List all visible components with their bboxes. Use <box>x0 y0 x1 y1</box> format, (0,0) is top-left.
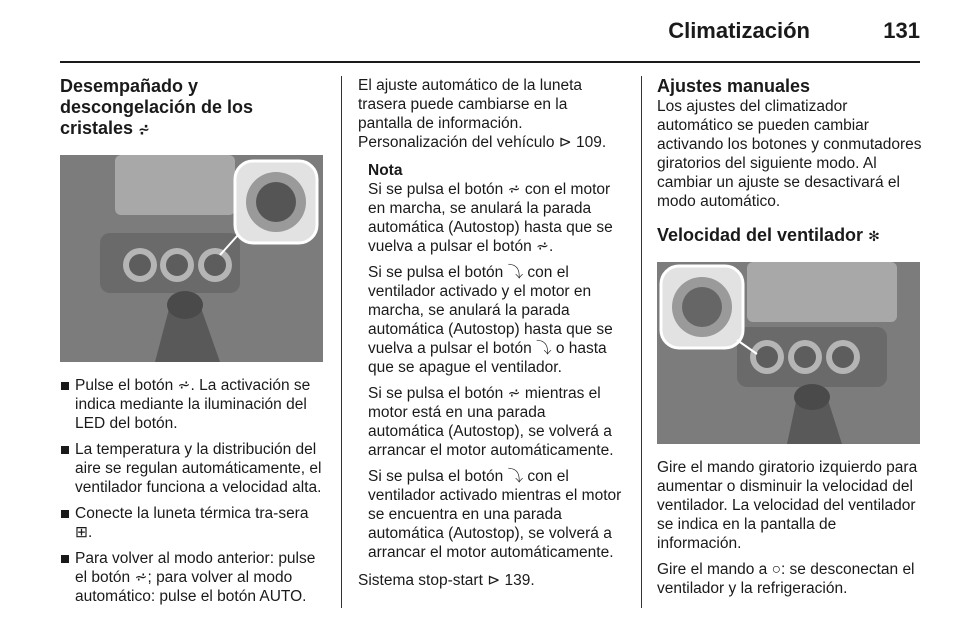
list-item: Conecte la luneta térmica tra-sera ⊞. <box>60 504 326 542</box>
column-divider-1 <box>341 76 342 608</box>
paragraph: El ajuste automático de la luneta trasera puede cambiarse en la pantalla de información. Personalización del vehículo ⊳ 109. <box>358 77 607 151</box>
note-paragraph: Si se pulsa el botón ⤵ con el ventilador activado y el motor en marcha, se anulará la parada automática (Autostop) hasta que se vuelva a pulsar el botón ⤵ o hasta que se apague el ventilador. <box>368 264 613 376</box>
list-item: Pulse el botón ⩫. La activación se indica mediante la iluminación del LED del botón. <box>60 376 326 433</box>
fan-knob-photo <box>657 262 920 444</box>
list-item: Para volver al modo anterior: pulse el botón ⩫; para volver al modo automático: pulse el botón AUTO. <box>60 549 326 606</box>
column-right <box>657 76 923 605</box>
paragraph-reference: Sistema stop-start ⊳ 139. <box>358 572 535 589</box>
section-heading-fan: Velocidad del ventilador ✻ <box>657 225 880 245</box>
section-heading-manual: Ajustes manuales <box>657 76 811 96</box>
header-rule <box>60 61 920 63</box>
column-middle <box>358 76 624 597</box>
fan-icon: ✻ <box>868 229 880 245</box>
column-divider-2 <box>641 76 642 608</box>
paragraph: Gire el mando giratorio izquierdo para aumentar o disminuir la velocidad del ventilador. La velocidad del ventilador se indica en la pantalla de información. <box>657 459 918 552</box>
column-left <box>60 76 326 613</box>
note-block <box>368 161 624 562</box>
note-title: Nota <box>368 162 403 179</box>
paragraph: Gire el mando a ○: se desconectan el ventilador y la refrigeración. <box>657 561 915 597</box>
bullet-list <box>60 376 326 606</box>
page-number: 131 <box>883 18 920 43</box>
page-header-title: Climatización <box>668 18 810 43</box>
list-item: La temperatura y la distribución del aire se regulan automáticamente, el ventilador funciona a velocidad alta. <box>60 440 326 497</box>
climate-control-photo <box>60 155 323 362</box>
note-paragraph: Si se pulsa el botón ⤵ con el ventilador activado mientras el motor se encuentra en una parada automática (Autostop), se volverá a arrancar el motor automáticamente. <box>368 468 622 561</box>
defrost-icon: ⩫ <box>138 122 150 138</box>
paragraph: Los ajustes del climatizador automático se pueden cambiar activando los botones y conmutadores giratorios del siguiente modo. Al cambiar un ajuste se desactivará el modo automático. <box>657 98 922 210</box>
section-heading-defrost: Desempañado y descongelación de los cristales ⩫ <box>60 76 254 138</box>
note-paragraph: Si se pulsa el botón ⩫ con el motor en marcha, se anulará la parada automática (Autostop) hasta que se vuelva a pulsar el botón ⩫. <box>368 181 613 255</box>
note-paragraph: Si se pulsa el botón ⩫ mientras el motor está en una parada automática (Autostop), se volverá a arrancar el motor automáticamente. <box>368 385 614 459</box>
